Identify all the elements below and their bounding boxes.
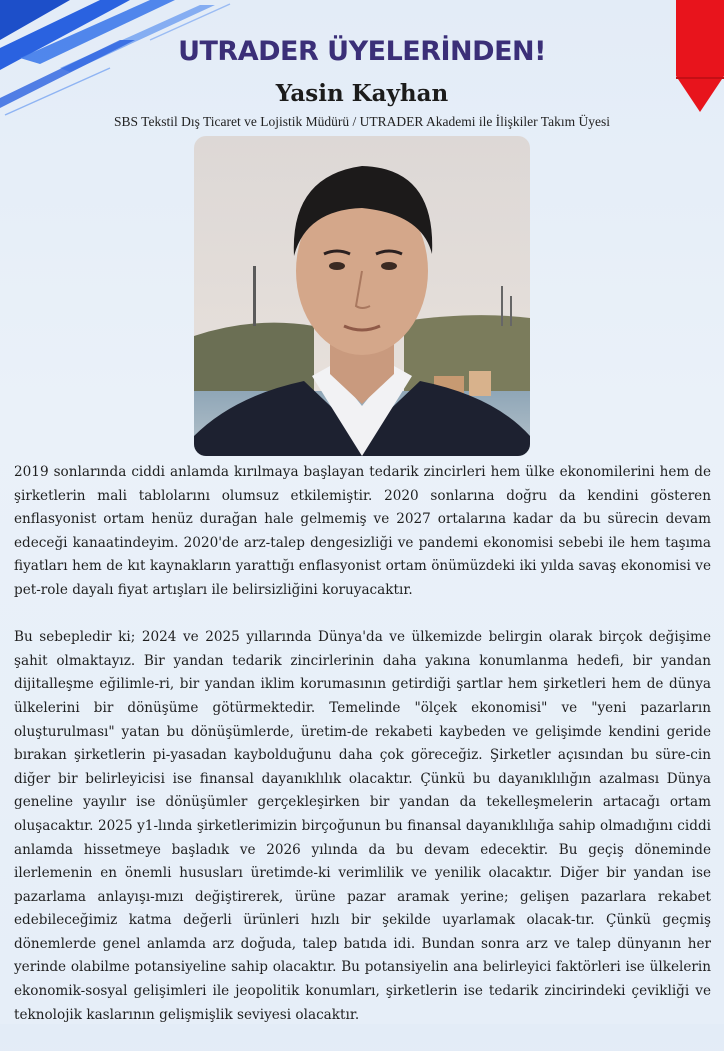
portrait-photo [194, 136, 530, 456]
article-paragraph-2: Bu sebepledir ki; 2024 ve 2025 yıllarında Dünya'da ve ülkemizde belirgin olarak birçok değişime şahit olmaktayız. Bir yandan tedarik zincirlerinin daha yakına konumlanma hedefi, bir yandan dijitalleşme eğilimle-ri, bir yandan iklim korumasının getirdiği şartlar hem şirketleri hem de dünya ülkelerini bir dönüşüme götürmektedir. Temelinde "ölçek ekonomisi" ve "yeni pazarların oluşturulması" yatan bu dönüşümlerde, üretim-de rekabeti kaybeden ve gelişimde kendini geride bırakan şirketlerin pi-yasadan kaybolduğunu daha çok göreceğiz. Şirketler açısından bu süre-cin diğer bir belirleyicisi ise finansal dayanıklılık olacaktır. Çünkü bu dayanıklılığın azalması Dünya geneline yayılır ise dönüşümler gerçekleşirken bir yandan da tekelleşmelerin artacağı ortam oluşacaktır. 2025 y1-lında şirketlerimizin birçoğunun bu finansal dayanıklılığa sahip olmadığını ciddi anlamda hissetmeye başladık ve 2026 yılında da bu devam edecektir. Bu geçiş döneminde ilerlemenin en önemli hususları üretimde-ki verimlilik ve yenilik olacaktır. Diğer bir yandan ise pazarlama anlayışı-mızı değiştirerek, ürüne pazar aramak yerine; gelişen pazarlara rekabet edebileceğimiz katma değerli ürünleri hızlı bir şekilde uyarlamak olacak-tır. Çünkü geçmiş dönemlerde genel anlamda arz doğuda, talep batıda idi. Bundan sonra arz ve talep dünyanın her yerinde olabilme potansiyeline sahip olacaktır. Bu potansiyelin ana belirleyici faktörleri ise ülkelerin ekonomik-sosyal gelişimleri ile jeopolitik konumları, şirketlerin ise tedarik zincirindeki çevikliği ve teknolojik kaslarının gelişmişlik seviyesi olacaktır. [14, 629, 711, 1023]
article-paragraph-1: 2019 sonlarında ciddi anlamda kırılmaya başlayan tedarik zincirleri hem ülke ekonomilerini hem de şirketlerin mali tablolarını olumsuz etkilemiştir. 2020 sonlarına doğru da kendini gösteren enflasyonist ortam henüz durağan hale gelmemiş ve 2027 ortalarına kadar da bu sürecin devam edeceği kanaatindeyim. 2020'de arz-talep dengesizliği ve pandemi ekonomisi sebebi ile hem taşıma fiyatları hem de kıt kaynakların yarattığı enflasyonist ortam önümüzdeki iki yılda savaş ekonomisi ve pet-role dayalı fiyat artışları ile belirsizliğini koruyacaktır. [14, 464, 711, 598]
person-role: SBS Tekstil Dış Ticaret ve Lojistik Müdürü / UTRADER Akademi ile İlişkiler Takım Üyesi [114, 114, 610, 129]
person-name: Yasin Kayhan [275, 80, 449, 107]
page-title: UTRADER ÜYELERİNDEN! [178, 36, 546, 67]
article-body [14, 461, 711, 1051]
